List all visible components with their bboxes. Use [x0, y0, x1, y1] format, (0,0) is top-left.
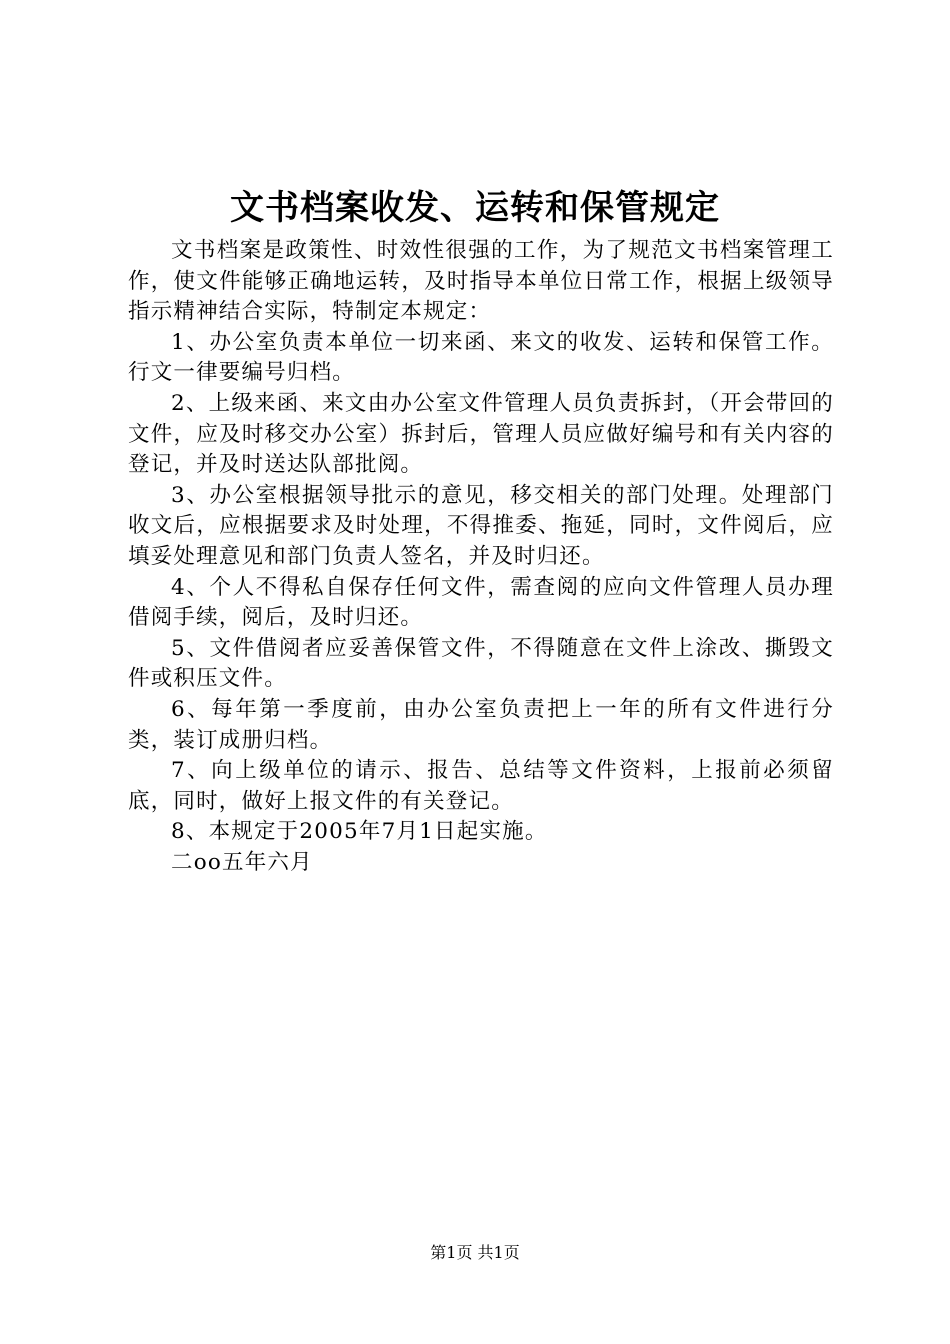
rule-paragraph-2: 2、上级来函、来文由办公室文件管理人员负责拆封，（开会带回的文件，应及时移交办公室）拆封后，管理人员应做好编号和有关内容的登记，并及时送达队部批阅。 — [128, 390, 834, 478]
rule-paragraph-3: 3、办公室根据领导批示的意见，移交相关的部门处理。处理部门收文后，应根据要求及时处理，不得推委、拖延，同时，文件阅后，应填妥处理意见和部门负责人签名，并及时归还。 — [128, 482, 834, 569]
rule-paragraph-4: 4、个人不得私自保存任何文件，需查阅的应向文件管理人员办理借阅手续，阅后，及时归还。 — [128, 574, 834, 631]
intro-paragraph: 文书档案是政策性、时效性很强的工作，为了规范文书档案管理工作，使文件能够正确地运转，及时指导本单位日常工作，根据上级领导指示精神结合实际，特制定本规定： — [128, 238, 834, 325]
page-number-footer: 第1页 共1页 — [430, 1243, 520, 1262]
document-title: 文书档案收发、运转和保管规定 — [230, 188, 720, 228]
rule-paragraph-8: 8、本规定于2005年7月1日起实施。 — [171, 819, 548, 845]
rule-paragraph-5: 5、文件借阅者应妥善保管文件，不得随意在文件上涂改、撕毁文件或积压文件。 — [128, 635, 834, 692]
date-line: 二oo五年六月 — [171, 849, 313, 875]
rule-paragraph-7: 7、向上级单位的请示、报告、总结等文件资料，上报前必须留底，同时，做好上报文件的有关登记。 — [128, 758, 834, 814]
document-body — [128, 236, 834, 878]
rule-paragraph-6: 6、每年第一季度前，由办公室负责把上一年的所有文件进行分类，装订成册归档。 — [128, 696, 834, 753]
rule-paragraph-1: 1、办公室负责本单位一切来函、来文的收发、运转和保管工作。行文一律要编号归档。 — [128, 329, 834, 386]
